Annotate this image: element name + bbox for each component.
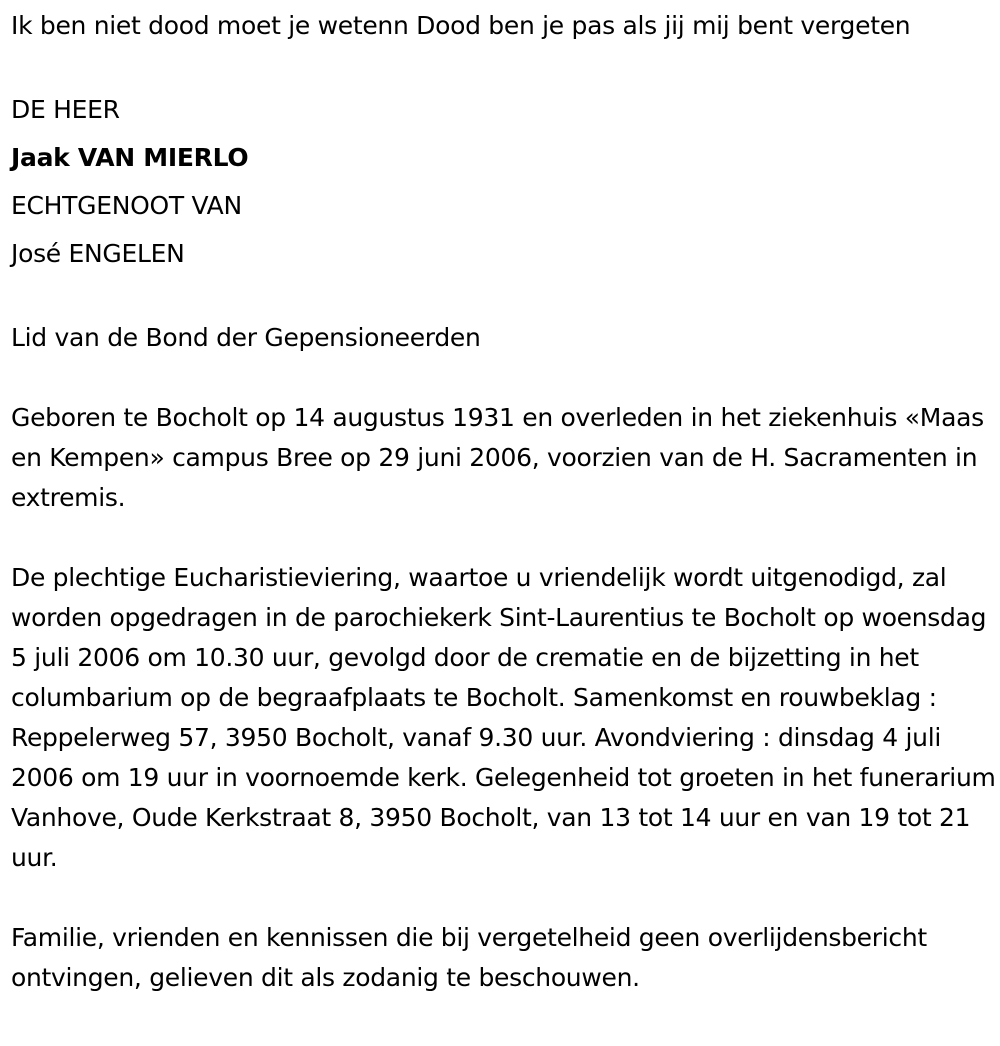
spacer <box>11 278 996 318</box>
motto-text: Ik ben niet dood moet je wetenn Dood ben je pas als jij mij bent vergeten <box>11 11 911 40</box>
membership-text: Lid van de Bond der Gepensioneerden <box>11 323 481 352</box>
spouse-name: José ENGELEN <box>11 239 185 268</box>
relation-text: ECHTGENOOT VAN <box>11 191 242 220</box>
spacer <box>11 46 996 86</box>
birth-death-paragraph: Geboren te Bocholt op 14 augustus 1931 en overleden in het ziekenhuis «Maas en Kempen» campus Bree op 29 juni 2006, voorzien van de H. Sacramenten in extremis. <box>11 403 984 512</box>
ceremony-paragraph: De plechtige Eucharistieviering, waartoe u vriendelijk wordt uitgenodigd, zal worden opgedragen in de parochiekerk Sint-Laurentius te Bocholt op woensdag 5 juli 2006 om 10.30 uur, gevolgd door de crematie en de bijzetting in het columbarium op de begraafplaats te Bocholt. Samenkomst en rouwbeklag : Reppelerweg 57, 3950 Bocholt, vanaf 9.30 uur. Avondviering : dinsdag 4 juli 2006 om 19 uur in voornoemde kerk. Gelegenheid tot groeten in het funerarium Vanhove, Oude Kerkstraat 8, 3950 Bocholt, van 13 tot 14 uur en van 19 tot 21 uur. <box>11 563 996 872</box>
closing-paragraph: Familie, vrienden en kennissen die bij vergetelheid geen overlijdensbericht ontvingen, gelieven dit als zodanig te beschouwen. <box>11 923 927 992</box>
spacer <box>11 358 996 398</box>
deceased-name: Jaak VAN MIERLO <box>11 143 249 172</box>
spacer <box>11 518 996 558</box>
death-notice <box>11 6 996 998</box>
title-text: DE HEER <box>11 95 120 124</box>
spacer <box>11 878 996 918</box>
